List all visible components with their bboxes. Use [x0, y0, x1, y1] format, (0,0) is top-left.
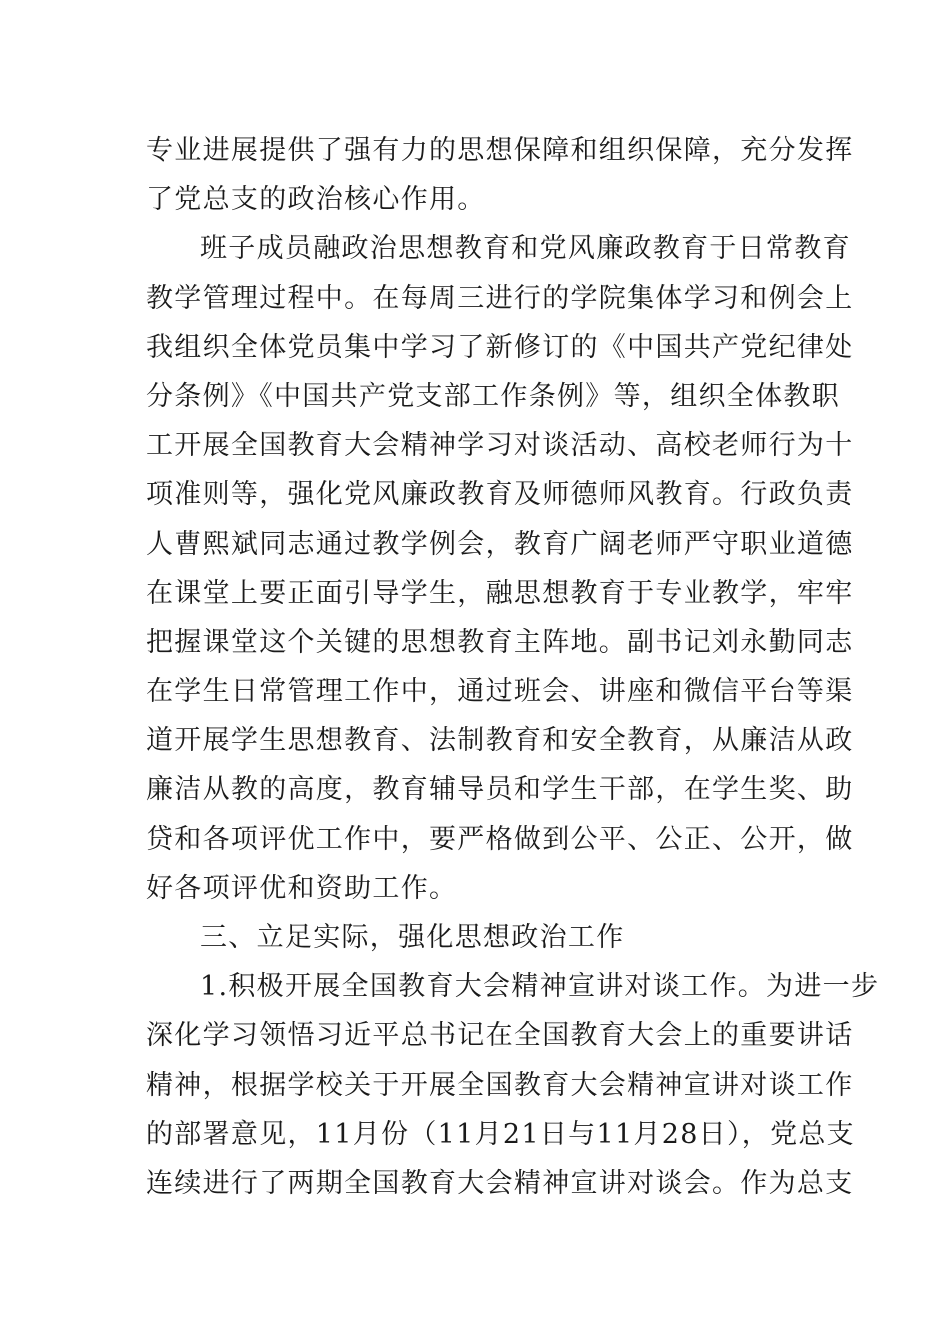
text-line: 道开展学生思想教育、法制教育和安全教育，从廉洁从政: [146, 725, 854, 757]
text-line: 好各项评优和资助工作。: [146, 872, 458, 904]
text-line: 三、立足实际，强化思想政治工作: [200, 922, 625, 953]
text-line: 教学管理过程中。在每周三进行的学院集体学习和例会上: [146, 282, 854, 314]
text-line: 班子成员融政治思想教育和党风廉政教育于日常教育: [200, 233, 851, 265]
text-line: 在学生日常管理工作中，通过班会、讲座和微信平台等渠: [146, 676, 854, 708]
text-line: 人曹熙斌同志通过教学例会，教育广阔老师严守职业道德: [146, 528, 854, 560]
text-line: 贷和各项评优工作中，要严格做到公平、公正、公开，做: [146, 823, 854, 855]
text-line: 了党总支的政治核心作用。: [146, 184, 486, 216]
text-line: 项准则等，强化党风廉政教育及师德师风教育。行政负责: [146, 479, 854, 511]
document-body: [146, 126, 880, 1208]
text-line: 精神，根据学校关于开展全国教育大会精神宣讲对谈工作: [146, 1069, 854, 1101]
text-line: 把握课堂这个关键的思想教育主阵地。副书记刘永勤同志: [146, 626, 854, 658]
text-line: 工开展全国教育大会精神学习对谈活动、高校老师行为十: [146, 430, 854, 462]
text-line: 连续进行了两期全国教育大会精神宣讲对谈会。作为总支: [146, 1167, 854, 1199]
text-line: 专业进展提供了强有力的思想保障和组织保障，充分发挥: [146, 135, 854, 166]
text-line: 分条例》《中国共产党支部工作条例》等，组织全体教职: [146, 380, 840, 412]
text-line: 在课堂上要正面引导学生，融思想教育于专业教学，牢牢: [146, 577, 854, 609]
text-line: 我组织全体党员集中学习了新修订的《中国共产党纪律处: [146, 331, 854, 363]
text-line: 的部署意见，11月份（11月21日与11月28日），党总支: [146, 1118, 855, 1150]
text-line: 深化学习领悟习近平总书记在全国教育大会上的重要讲话: [146, 1020, 854, 1052]
text-line: 廉洁从教的高度，教育辅导员和学生干部，在学生奖、助: [146, 774, 854, 806]
text-line: 1.积极开展全国教育大会精神宣讲对谈工作。为进一步: [200, 971, 880, 1003]
